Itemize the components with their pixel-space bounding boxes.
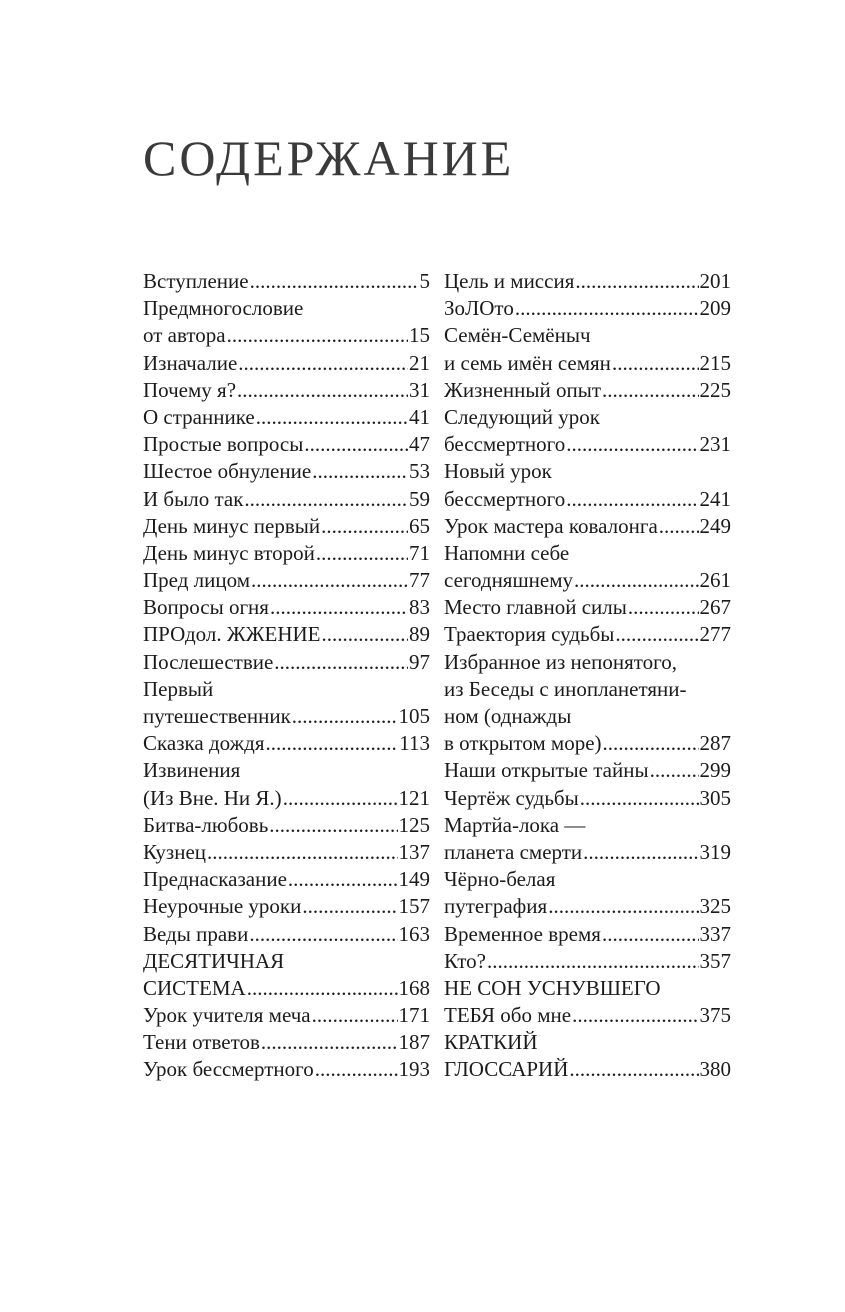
dot-leader <box>244 486 408 513</box>
toc-entry <box>143 893 430 920</box>
toc-entry <box>444 594 731 621</box>
dot-leader <box>288 866 398 893</box>
dot-leader <box>270 594 408 621</box>
toc-page-number: 201 <box>699 269 731 293</box>
toc-entry <box>143 458 430 485</box>
toc-page-number: 105 <box>398 704 430 728</box>
toc-page-number: 305 <box>699 785 731 810</box>
toc-page-number: 53 <box>409 459 430 484</box>
toc-entry-title-line: Семён-Семёныч <box>444 323 591 348</box>
toc-entry-title-line: Напомни себе <box>444 540 570 565</box>
toc-page-number: 299 <box>699 758 731 783</box>
toc-entry <box>444 621 731 648</box>
toc-page-number: 287 <box>699 731 731 756</box>
toc-entry-title-line: Вступление <box>143 269 249 293</box>
toc-entry <box>143 377 430 404</box>
dot-leader <box>304 431 408 458</box>
toc-entry <box>444 757 731 784</box>
toc-entry-title-line: Неурочные уроки <box>143 894 302 919</box>
toc-entry-title-line: Кто? <box>444 948 486 973</box>
toc-entry-title-line: ТЕБЯ обо мне <box>444 1003 572 1028</box>
toc-entry <box>143 513 430 540</box>
toc-page-number: 71 <box>409 540 430 565</box>
dot-leader <box>247 975 398 1002</box>
toc-entry <box>444 921 731 948</box>
toc-entry-title-line: Мартйа-лока — <box>444 812 586 837</box>
toc-page-number: 225 <box>699 377 731 402</box>
toc-entry-title-line: ПРОдол. ЖЖЕНИЕ <box>143 622 321 647</box>
dot-leader <box>315 1056 398 1083</box>
toc-page-number: 319 <box>699 839 731 864</box>
dot-leader <box>574 567 699 594</box>
toc-entry-title-line: Тени ответов <box>143 1030 260 1055</box>
toc-entry-title-line: Извинения <box>143 758 241 783</box>
toc-entry <box>143 486 430 513</box>
toc-page-number: 59 <box>409 486 430 511</box>
toc-entry-title-line: День минус первый <box>143 513 321 538</box>
toc-entry-title-line: Пред лицом <box>143 568 250 593</box>
toc-page-number: 157 <box>398 894 430 919</box>
dot-leader <box>628 594 699 621</box>
dot-leader <box>615 621 698 648</box>
toc-entry <box>143 540 430 567</box>
toc-entry-title-line: Предмногословие <box>143 296 304 321</box>
toc-entry-title-line: Преднасказание <box>143 867 287 892</box>
toc-entry-title-line: Цель и миссия <box>444 269 575 293</box>
toc-page-number: 65 <box>409 513 430 538</box>
toc-entry <box>444 1029 731 1083</box>
toc-entry <box>444 513 731 540</box>
toc-entry-title-line: О страннике <box>143 404 255 429</box>
toc-entry <box>444 377 731 404</box>
toc-page-number: 113 <box>399 731 430 756</box>
toc-page-number: 325 <box>699 894 731 919</box>
dot-leader <box>274 649 408 676</box>
toc-page-number: 337 <box>699 921 731 946</box>
toc-entry <box>143 757 430 811</box>
toc-entry <box>444 295 731 322</box>
toc-page-number: 31 <box>409 377 430 402</box>
dot-leader <box>566 431 698 458</box>
toc-entry-title-line: бессмертного <box>444 432 566 457</box>
dot-leader <box>659 513 699 540</box>
toc-entry <box>143 594 430 621</box>
toc-entry-title-line: планета смерти <box>444 839 583 864</box>
toc-page-number: 77 <box>409 568 430 593</box>
dot-leader <box>548 893 698 920</box>
dot-leader <box>566 486 698 513</box>
toc-page-number: 163 <box>398 921 430 946</box>
dot-leader <box>602 377 698 404</box>
dot-leader <box>650 757 699 784</box>
toc-page-number: 121 <box>398 785 430 810</box>
toc-entry-title-line: Первый <box>143 676 214 701</box>
toc-entry <box>143 866 430 893</box>
dot-leader <box>583 839 698 866</box>
toc-entry-title-line: День минус второй <box>143 540 315 565</box>
dot-leader <box>580 785 699 812</box>
dot-leader <box>321 513 408 540</box>
toc-entry-title-line: Веды прави <box>143 921 249 946</box>
toc-entry-title-line: Изначалие <box>143 350 238 375</box>
toc-entry <box>143 676 430 730</box>
toc-column-right <box>444 268 731 1084</box>
toc-page-number: 5 <box>419 269 430 293</box>
dot-leader <box>312 1002 398 1029</box>
toc-entry <box>444 785 731 812</box>
toc-entry-title-line: Место главной силы <box>444 595 627 620</box>
toc-page-number: 267 <box>699 595 731 620</box>
dot-leader <box>312 458 408 485</box>
toc-entry-title-line: Вопросы огня <box>143 595 269 620</box>
dot-leader <box>250 268 419 295</box>
toc-entry-title-line: Следующий урок <box>444 404 601 429</box>
toc-entry-title-line: И было так <box>143 486 244 511</box>
dot-leader <box>283 785 398 812</box>
toc-entry-title-line: путеграфия <box>444 894 548 919</box>
toc-page-number: 193 <box>398 1057 430 1082</box>
toc-entry-title-line: Простые вопросы <box>143 432 304 457</box>
toc-entry-title-line: бессмертного <box>444 486 566 511</box>
dot-leader <box>227 322 408 349</box>
toc-entry-title-line: Чертёж судьбы <box>444 785 579 810</box>
toc-entry <box>444 812 731 866</box>
toc-entry <box>143 350 430 377</box>
dot-leader <box>302 893 397 920</box>
dot-leader <box>515 295 699 322</box>
toc-page-number: 83 <box>409 595 430 620</box>
toc-page-number: 47 <box>409 432 430 457</box>
toc-entry <box>143 1002 430 1029</box>
toc-entry <box>143 431 430 458</box>
toc-entry-title-line: Урок мастера ковалонга <box>444 513 658 538</box>
toc-page-number: 241 <box>699 486 731 511</box>
toc-entry <box>143 268 430 295</box>
toc-entry-title-line: ДЕСЯТИЧНАЯ <box>143 948 285 973</box>
toc-entry <box>143 295 430 349</box>
toc-entry-title-line: Траектория судьбы <box>444 622 615 647</box>
toc-entry-title-line: Урок бессмертного <box>143 1057 314 1082</box>
dot-leader <box>207 839 397 866</box>
toc-entry-title-line: в открытом море) <box>444 731 602 756</box>
toc-page-number: 171 <box>398 1003 430 1028</box>
toc-page-number: 215 <box>699 350 731 375</box>
toc-entry <box>143 1056 430 1083</box>
toc-entry <box>143 621 430 648</box>
toc-entry <box>444 404 731 458</box>
toc-entry-title-line: Послешествие <box>143 649 274 674</box>
toc-entry-title-line: Сказка дождя <box>143 731 265 756</box>
toc-column-left <box>143 268 430 1084</box>
toc-page-number: 41 <box>409 404 430 429</box>
toc-entry-title-line: Битва-любовь <box>143 812 269 837</box>
toc-page-number: 21 <box>409 350 430 375</box>
toc-page-number: 97 <box>409 649 430 674</box>
dot-leader <box>316 540 408 567</box>
toc-entry <box>444 975 731 1029</box>
toc-entry <box>444 322 731 376</box>
dot-leader <box>249 921 397 948</box>
dot-leader <box>251 567 408 594</box>
toc-entry-title-line: Шестое обнуление <box>143 459 312 484</box>
toc-page-number: 89 <box>409 622 430 647</box>
toc-entry <box>444 948 731 975</box>
toc-entry-title-line: ЗоЛОто <box>444 296 514 321</box>
toc-entry-title-line: Избранное из непонятого, <box>444 649 677 674</box>
toc-entry <box>444 540 731 594</box>
toc-entry <box>143 404 430 431</box>
toc-entry-title-line: Урок учителя меча <box>143 1003 311 1028</box>
toc-entry <box>143 812 430 839</box>
dot-leader <box>269 812 397 839</box>
dot-leader <box>292 703 398 730</box>
toc-page-number: 357 <box>699 948 731 973</box>
toc-entry-title-line: ном (однажды <box>444 704 572 728</box>
toc-page-number: 149 <box>398 867 430 892</box>
toc-page-number: 209 <box>699 296 731 321</box>
toc-entry <box>143 567 430 594</box>
dot-leader <box>261 1029 398 1056</box>
toc-entry-title-line: Новый урок <box>444 459 552 484</box>
toc-entry-title-line: Чёрно-белая <box>444 867 556 892</box>
toc-page-number: 15 <box>409 323 430 348</box>
dot-leader <box>612 350 699 377</box>
toc-page-number: 168 <box>398 975 430 1000</box>
toc-entry <box>143 839 430 866</box>
toc-entry-title-line: из Беседы с инопланетяни- <box>444 676 687 701</box>
dot-leader <box>265 730 398 757</box>
dot-leader <box>238 350 408 377</box>
toc-entry-title-line: ГЛОССАРИЙ <box>444 1057 569 1082</box>
dot-leader <box>237 377 408 404</box>
toc-entry-title-line: сегодняшнему <box>444 568 573 593</box>
toc-page-number: 277 <box>699 622 731 647</box>
dot-leader <box>603 730 699 757</box>
toc-entry-title-line: и семь имён семян <box>444 350 611 375</box>
toc-entry-title-line: Кузнец <box>143 839 207 864</box>
dot-leader <box>487 948 699 975</box>
toc-entry-title-line: Временное время <box>444 921 601 946</box>
toc-page-number: 187 <box>398 1030 430 1055</box>
dot-leader <box>572 1002 698 1029</box>
toc-entry-title-line: (Из Вне. Ни Я.) <box>143 785 282 810</box>
toc-entry <box>143 730 430 757</box>
toc-entry-title-line: НЕ СОН УСНУВШЕГО <box>444 975 661 1000</box>
toc-entry-title-line: путешественник <box>143 704 291 728</box>
toc-entry <box>444 649 731 758</box>
toc-entry-title-line: Жизненный опыт <box>444 377 602 402</box>
toc-entry <box>444 866 731 920</box>
dot-leader <box>256 404 408 431</box>
toc-entry-title-line: КРАТКИЙ <box>444 1030 538 1055</box>
toc-entry-title-line: СИСТЕМА <box>143 975 246 1000</box>
dot-leader <box>322 621 409 648</box>
toc-entry-title-line: Наши открытые тайны <box>444 758 649 783</box>
dot-leader <box>569 1056 698 1083</box>
dot-leader <box>602 921 699 948</box>
toc-page-number: 380 <box>699 1057 731 1082</box>
toc-entry <box>143 921 430 948</box>
toc-entry-title-line: от автора <box>143 323 226 348</box>
toc-entry <box>444 268 731 295</box>
toc-page-number: 231 <box>699 432 731 457</box>
toc-entry <box>143 1029 430 1056</box>
page-title: СОДЕРЖАНИЕ <box>143 130 515 186</box>
toc-entry-title-line: Почему я? <box>143 377 237 402</box>
toc-entry <box>444 458 731 512</box>
toc-page-number: 261 <box>699 568 731 593</box>
toc-page-number: 375 <box>699 1003 731 1028</box>
dot-leader <box>575 268 698 295</box>
toc-page-number: 125 <box>398 812 430 837</box>
toc-entry <box>143 948 430 1002</box>
toc-entry <box>143 649 430 676</box>
toc-page-number: 249 <box>699 513 731 538</box>
toc-page-number: 137 <box>398 839 430 864</box>
